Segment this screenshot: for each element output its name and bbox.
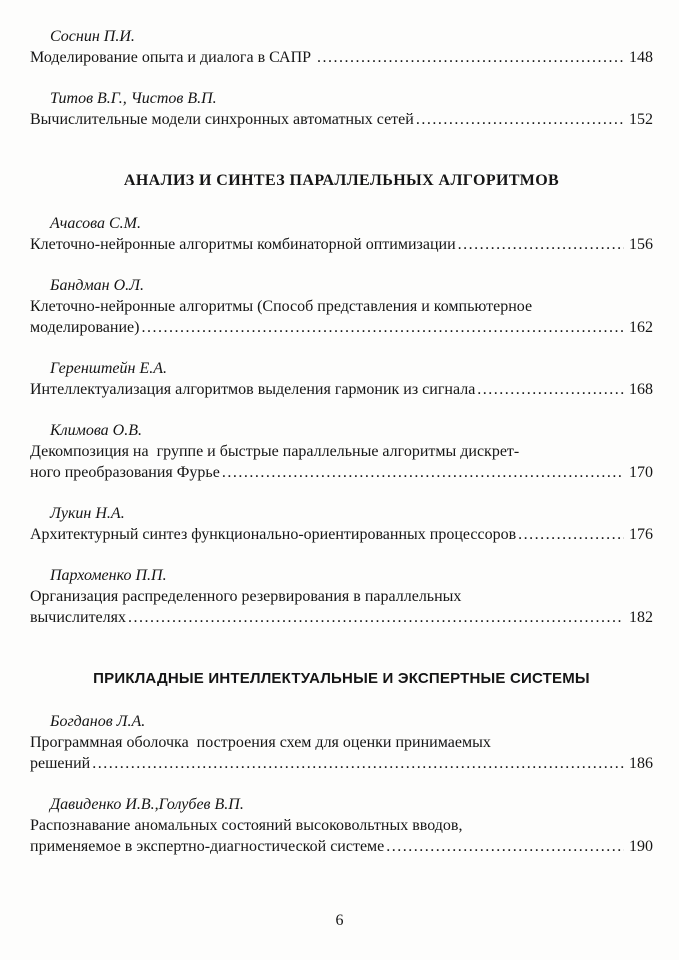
entry-author: Геренштейн Е.А. (50, 360, 167, 377)
entry-author: Богданов Л.А. (50, 713, 146, 730)
toc-entry (30, 88, 653, 130)
toc-list (30, 26, 653, 857)
entry-title-text: вычислителях (30, 609, 126, 626)
section-heading: АНАЛИЗ И СИНТЕЗ ПАРАЛЛЕЛЬНЫХ АЛГОРИТМОВ (123, 172, 560, 189)
entry-title-last-line (30, 607, 653, 628)
entry-author: Титов В.Г., Чистов В.П. (50, 90, 217, 107)
entry-title-last-line (30, 524, 653, 545)
entry-author: Пархоменко П.П. (50, 567, 167, 584)
dot-leader (141, 317, 624, 338)
entry-title (30, 586, 653, 628)
dot-leader (518, 524, 624, 545)
entry-title-line: Организация распределенного резервирования в параллельных (30, 588, 462, 605)
toc-entry (30, 26, 653, 68)
entry-title-text: моделирование) (30, 319, 140, 336)
entry-title-last-line (30, 753, 653, 774)
entry-author: Лукин Н.А. (50, 505, 125, 522)
dot-leader (477, 379, 624, 400)
dot-leader (458, 234, 624, 255)
entry-page-number: 170 (629, 464, 653, 481)
entry-title (30, 109, 653, 130)
dot-leader (317, 47, 624, 68)
entry-title (30, 524, 653, 545)
entry-title-last-line (30, 317, 653, 338)
entry-page-number: 152 (629, 111, 653, 128)
entry-author: Давиденко И.В.,Голубев В.П. (50, 796, 244, 813)
entry-page-number: 148 (629, 49, 653, 66)
entry-author: Ачасова С.М. (50, 215, 141, 232)
toc-entry (30, 503, 653, 545)
entry-page-number: 182 (629, 609, 653, 626)
entry-title-last-line (30, 379, 653, 400)
entry-title-text: применяемое в экспертно-диагностической системе (30, 838, 385, 855)
entry-author: Климова О.В. (50, 422, 142, 439)
entry-title-last-line (30, 462, 653, 483)
entry-title-text: решений (30, 755, 91, 772)
entry-title-text: Клеточно-нейронные алгоритмы комбинаторной оптимизации (30, 236, 456, 253)
entry-title (30, 296, 653, 338)
entry-title-text: Архитектурный синтез функционально-ориентированных процессоров (30, 526, 517, 543)
entry-title-last-line (30, 47, 653, 68)
entry-author: Бандман О.Л. (50, 277, 145, 294)
entry-page-number: 162 (629, 319, 653, 336)
toc-entry (30, 213, 653, 255)
entry-page-number: 156 (629, 236, 653, 253)
entry-author: Соснин П.И. (50, 28, 135, 45)
entry-page-number: 186 (629, 755, 653, 772)
entry-title-line: Клеточно-нейронные алгоритмы (Способ представления и компьютерное (30, 298, 533, 315)
entry-page-number: 176 (629, 526, 653, 543)
entry-title-line: Распознавание аномальных состояний высоковольтных вводов, (30, 817, 463, 834)
entry-title-line: Программная оболочка построения схем для оценки принимаемых (30, 734, 491, 751)
entry-page-number: 190 (629, 838, 653, 855)
entry-title (30, 441, 653, 483)
dot-leader (128, 607, 624, 628)
entry-title-text: Вычислительные модели синхронных автоматных сетей (30, 111, 414, 128)
entry-title (30, 815, 653, 857)
entry-title-line: Декомпозиция на группе и быстрые параллельные алгоритмы дискрет- (30, 443, 520, 460)
toc-entry (30, 711, 653, 774)
toc-entry (30, 565, 653, 628)
entry-title-text: Моделирование опыта и диалога в САПР (30, 49, 316, 66)
entry-title-last-line (30, 234, 653, 255)
entry-title (30, 234, 653, 255)
toc-entry (30, 275, 653, 338)
entry-title (30, 379, 653, 400)
entry-title (30, 732, 653, 774)
entry-title-text: Интеллектуализация алгоритмов выделения гармоник из сигнала (30, 381, 476, 398)
entry-title-text: ного преобразования Фурье (30, 464, 220, 481)
toc-entry (30, 794, 653, 857)
entry-title-last-line (30, 109, 653, 130)
entry-title-last-line (30, 836, 653, 857)
entry-page-number: 168 (629, 381, 653, 398)
section-heading: ПРИКЛАДНЫЕ ИНТЕЛЛЕКТУАЛЬНЫЕ И ЭКСПЕРТНЫЕ СИСТЕМЫ (93, 670, 590, 687)
dot-leader (386, 836, 624, 857)
dot-leader (92, 753, 624, 774)
dot-leader (416, 109, 624, 130)
footer-page-number: 6 (335, 912, 344, 929)
toc-entry (30, 358, 653, 400)
dot-leader (222, 462, 624, 483)
entry-title (30, 47, 653, 68)
toc-entry (30, 420, 653, 483)
